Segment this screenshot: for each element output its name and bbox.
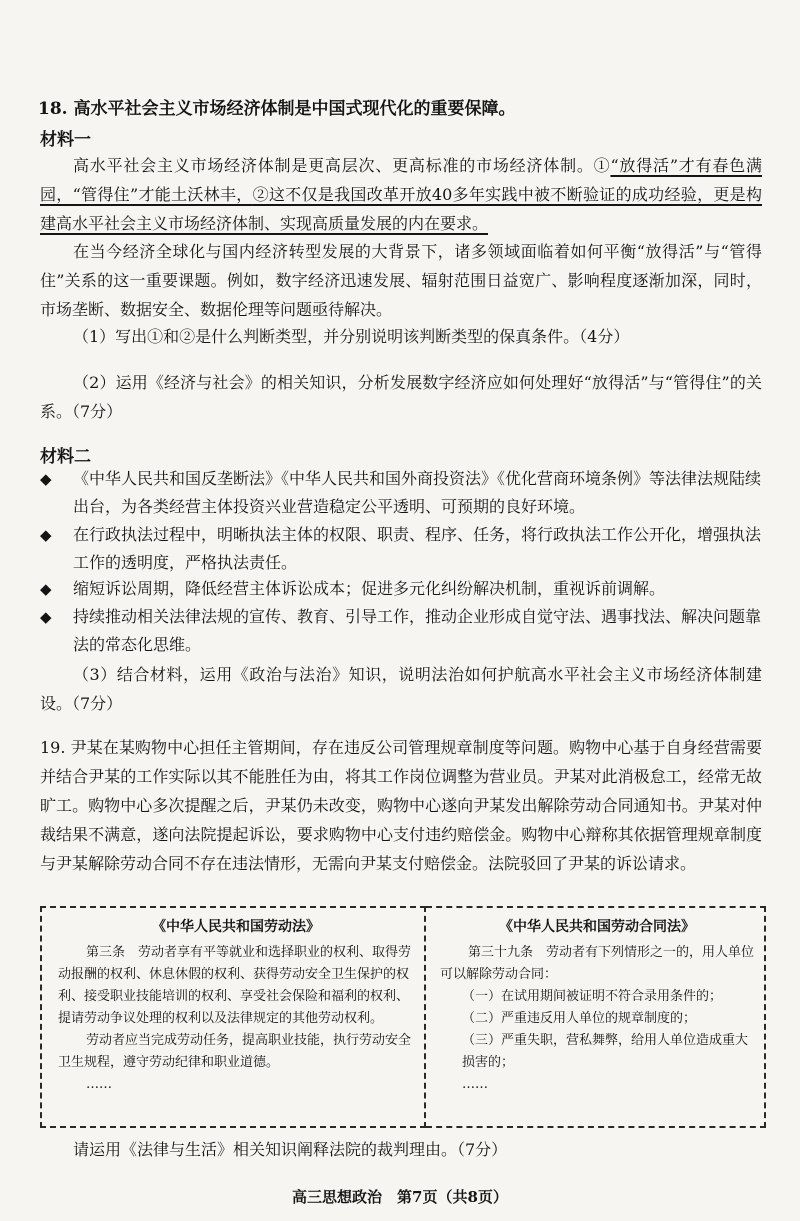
page-footer: 高三思想政治 第7页（共8页） xyxy=(292,1188,508,1206)
diamond-bullet-icon: ◆ xyxy=(40,470,52,488)
labor-law-ellipsis: …… xyxy=(86,1077,112,1092)
contract-law-ellipsis: …… xyxy=(462,1077,488,1092)
sub-question-1: （1）写出①和②是什么判断类型，并分别说明该判断类型的保真条件。（4分） xyxy=(73,327,630,346)
labor-law-article-3: 第三条 劳动者享有平等就业和选择职业的权利、取得劳动报酬的权利、休息休假的权利、获得劳动安全卫生保护的权利、接受职业技能培训的权利、享受社会保险和福利的权利、提请劳动争议处理的权利以及法律规定的其他劳动权利。 xyxy=(58,945,412,1026)
material-1-label: 材料一 xyxy=(40,130,91,150)
p1-part-c-underlined: ②这不仅是我国改革开放40多年实践中被不断验证的成功经验，更是构建高水平社会主义市场经济体制、实现高质量发展的内在要求。 xyxy=(40,185,762,233)
material-2-label: 材料二 xyxy=(40,447,91,467)
contract-law-item-3: （三）严重失职，营私舞弊，给用人单位造成重大损害的； xyxy=(462,1033,749,1070)
material-2-bullet-4 xyxy=(40,603,770,659)
bullet-text: 《中华人民共和国反垄断法》《中华人民共和国外商投资法》《优化营商环境条例》等法律法规陆续出台，为各类经营主体投资兴业营造稳定公平透明、可预期的良好环境。 xyxy=(73,469,762,516)
p1-part-b-underlined: “放得活”才有春色满园，“管得住”才能土沃林丰， xyxy=(40,156,762,204)
labor-law-article-3-duties: 劳动者应当完成劳动任务，提高职业技能，执行劳动安全卫生规程，遵守劳动纪律和职业道德。 xyxy=(58,1033,412,1070)
sub-question-2: （2）运用《经济与社会》的相关知识，分析发展数字经济应如何处理好“放得活”与“管得住”的关系。（7分） xyxy=(40,373,762,421)
sub-question-3: （3）结合材料，运用《政治与法治》知识，说明法治如何护航高水平社会主义市场经济体制建设。（7分） xyxy=(40,665,762,713)
labor-law-box xyxy=(40,906,426,1128)
labor-contract-law-box xyxy=(426,906,766,1128)
bullet-text: 缩短诉讼周期，降低经营主体诉讼成本；促进多元化纠纷解决机制，重视诉前调解。 xyxy=(73,579,666,598)
diamond-bullet-icon: ◆ xyxy=(40,580,52,598)
contract-law-item-1: （一）在试用期间被证明不符合录用条件的； xyxy=(462,989,723,1004)
material-1-paragraph-1 xyxy=(40,151,762,238)
bullet-text: 在行政执法过程中，明晰执法主体的权限、职责、程序、任务，将行政执法工作公开化，增强执法工作的透明度，严格执法责任。 xyxy=(73,525,762,572)
contract-law-item-2: （二）严重违反用人单位的规章制度的； xyxy=(462,1011,697,1026)
p1-part-a: 高水平社会主义市场经济体制是更高层次、更高标准的市场经济体制。① xyxy=(73,156,611,175)
question-18-title: 18. 高水平社会主义市场经济体制是中国式现代化的重要保障。 xyxy=(38,99,516,119)
labor-contract-law-title: 《中华人民共和国劳动合同法》 xyxy=(499,919,695,935)
material-2-bullet-2 xyxy=(40,521,770,577)
material-1-paragraph-2: 在当今经济全球化与国内经济转型发展的大背景下，诸多领域面临着如何平衡“放得活”与“管得住”关系的这一重要课题。例如，数字经济迅速发展、辐射范围日益宽广、影响程度逐渐加深，同时，市场垄断、数据安全、数据伦理等问题亟待解决。 xyxy=(40,242,762,319)
material-2-bullet-3 xyxy=(40,575,770,603)
material-2-bullet-1 xyxy=(40,465,770,521)
question-19-body: 19. 尹某在某购物中心担任主管期间，存在违反公司管理规章制度等问题。购物中心基于自身经营需要并结合尹某的工作实际以其不能胜任为由，将其工作岗位调整为营业员。尹某对此消极怠工，经常无故旷工。购物中心多次提醒之后，尹某仍未改变，购物中心遂向尹某发出解除劳动合同通知书。尹某对仲裁结果不满意，遂向法院提起诉讼，要求购物中心支付违约赔偿金。购物中心辩称其依据管理规章制度与尹某解除劳动合同不存在违法情形，无需向尹某支付赔偿金。法院驳回了尹某的诉讼请求。 xyxy=(40,738,762,873)
diamond-bullet-icon: ◆ xyxy=(40,526,52,544)
question-19-prompt: 请运用《法律与生活》相关知识阐释法院的裁判理由。（7分） xyxy=(73,1140,508,1159)
labor-law-title: 《中华人民共和国劳动法》 xyxy=(152,919,320,935)
bullet-text: 持续推动相关法律法规的宣传、教育、引导工作，推动企业形成自觉守法、遇事找法、解决问题靠法的常态化思维。 xyxy=(73,607,762,654)
contract-law-article-39: 第三十九条 劳动者有下列情形之一的，用人单位可以解除劳动合同： xyxy=(440,945,755,982)
diamond-bullet-icon: ◆ xyxy=(40,608,52,626)
